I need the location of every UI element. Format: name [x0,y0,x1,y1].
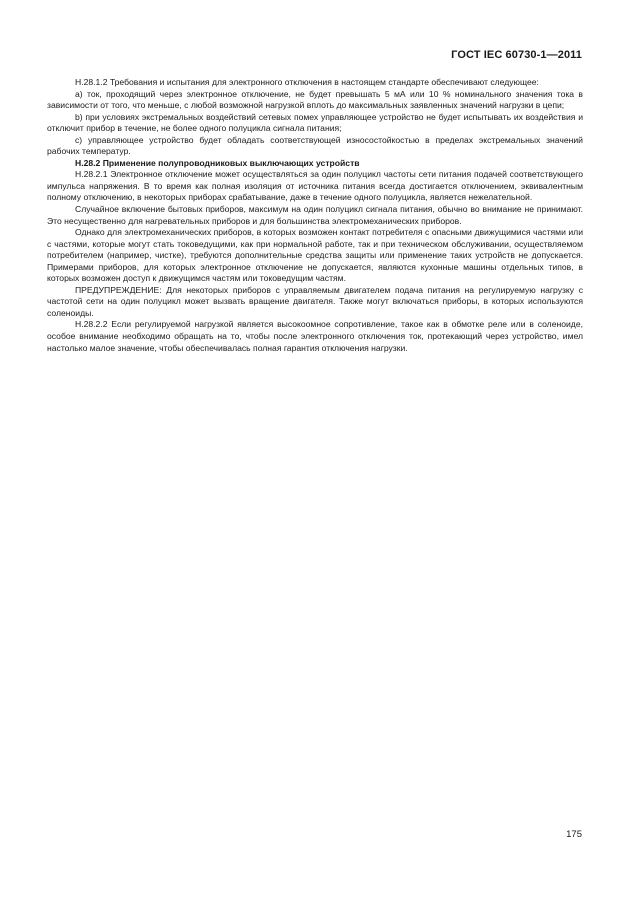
list-item-b: b) при условиях экстремальных воздействий сетевых помех управляющее устройство не будет испытывать их воздействия и отключит прибор в течение, не более одного полуцикла сигнала питания; [47,111,583,134]
list-item-a: a) ток, проходящий через электронное отключение, не будет превышать 5 мА или 10 % номинального значения тока в зависимости от того, что меньше, с любой возможной нагрузкой вплоть до максимальных заявленных значений нагрузки в цепи; [47,88,583,111]
paragraph-h28-1-2: H.28.1.2 Требования и испытания для электронного отключения в настоящем стандарте обеспечивают следующее: [75,77,539,87]
paragraph-h28-2-1: H.28.2.1 Электронное отключение может осуществляться за один полуцикл частоты сети питания подачей соответствующего импульса напряжения. В то время как полная изоляция от источника питания всегда достигается отключением, эквивалентным полному отключению, в некоторых приборах срабатывание, даже в течение одного полуцикла, является нежелательной. [47,169,583,203]
document-body [47,77,583,354]
paragraph-h28-2-2: H.28.2.2 Если регулируемой нагрузкой является высокоомное сопротивление, такое как в обмотке реле или в соленоиде, особое внимание необходимо обращать на то, чтобы после электронного отключения ток, протекающий через устройство, имел настолько малое значение, чтобы обеспечивалась полная гарантия отключения нагрузки. [47,319,583,353]
section-heading-h28-2: H.28.2 Применение полупроводниковых выключающих устройств [75,157,360,168]
paragraph-random-switching: Случайное включение бытовых приборов, максимум на один полуцикл сигнала питания, обычно во внимание не принимают. Это несущественно для нагревательных приборов и для большинства электромеханических приборов. [47,204,583,226]
paragraph-electromechanical: Однако для электромеханических приборов, в которых возможен контакт потребителя с опасными движущимися частями или с частями, которые могут стать токоведущими, как при нормальной работе, так и при техническом обслуживании, осуществляемом потребителем (например, чистке), требуются дополнительные средства защиты или применение таких устройств не допускается. Примерами приборов, для которых электронное отключение не допускается, являются кухонные машины отдельных типов, в которых возможен доступ к движущимся частям или токоведущим частям. [47,227,583,284]
paragraph-warning: ПРЕДУПРЕЖДЕНИЕ: Для некоторых приборов с управляемым двигателем подача питания на регулируемую нагрузку с частотой сети на один полуцикл может вызвать вращение двигателя. Также могут включаться приборы, в которых используются соленоиды. [47,284,583,318]
list-item-c: c) управляющее устройство будет обладать соответствующей износостойкостью в пределах экстремальных значений рабочих температур. [47,134,583,157]
document-code-header: ГОСТ IEC 60730-1—2011 [451,49,582,61]
page-number: 175 [566,829,582,840]
